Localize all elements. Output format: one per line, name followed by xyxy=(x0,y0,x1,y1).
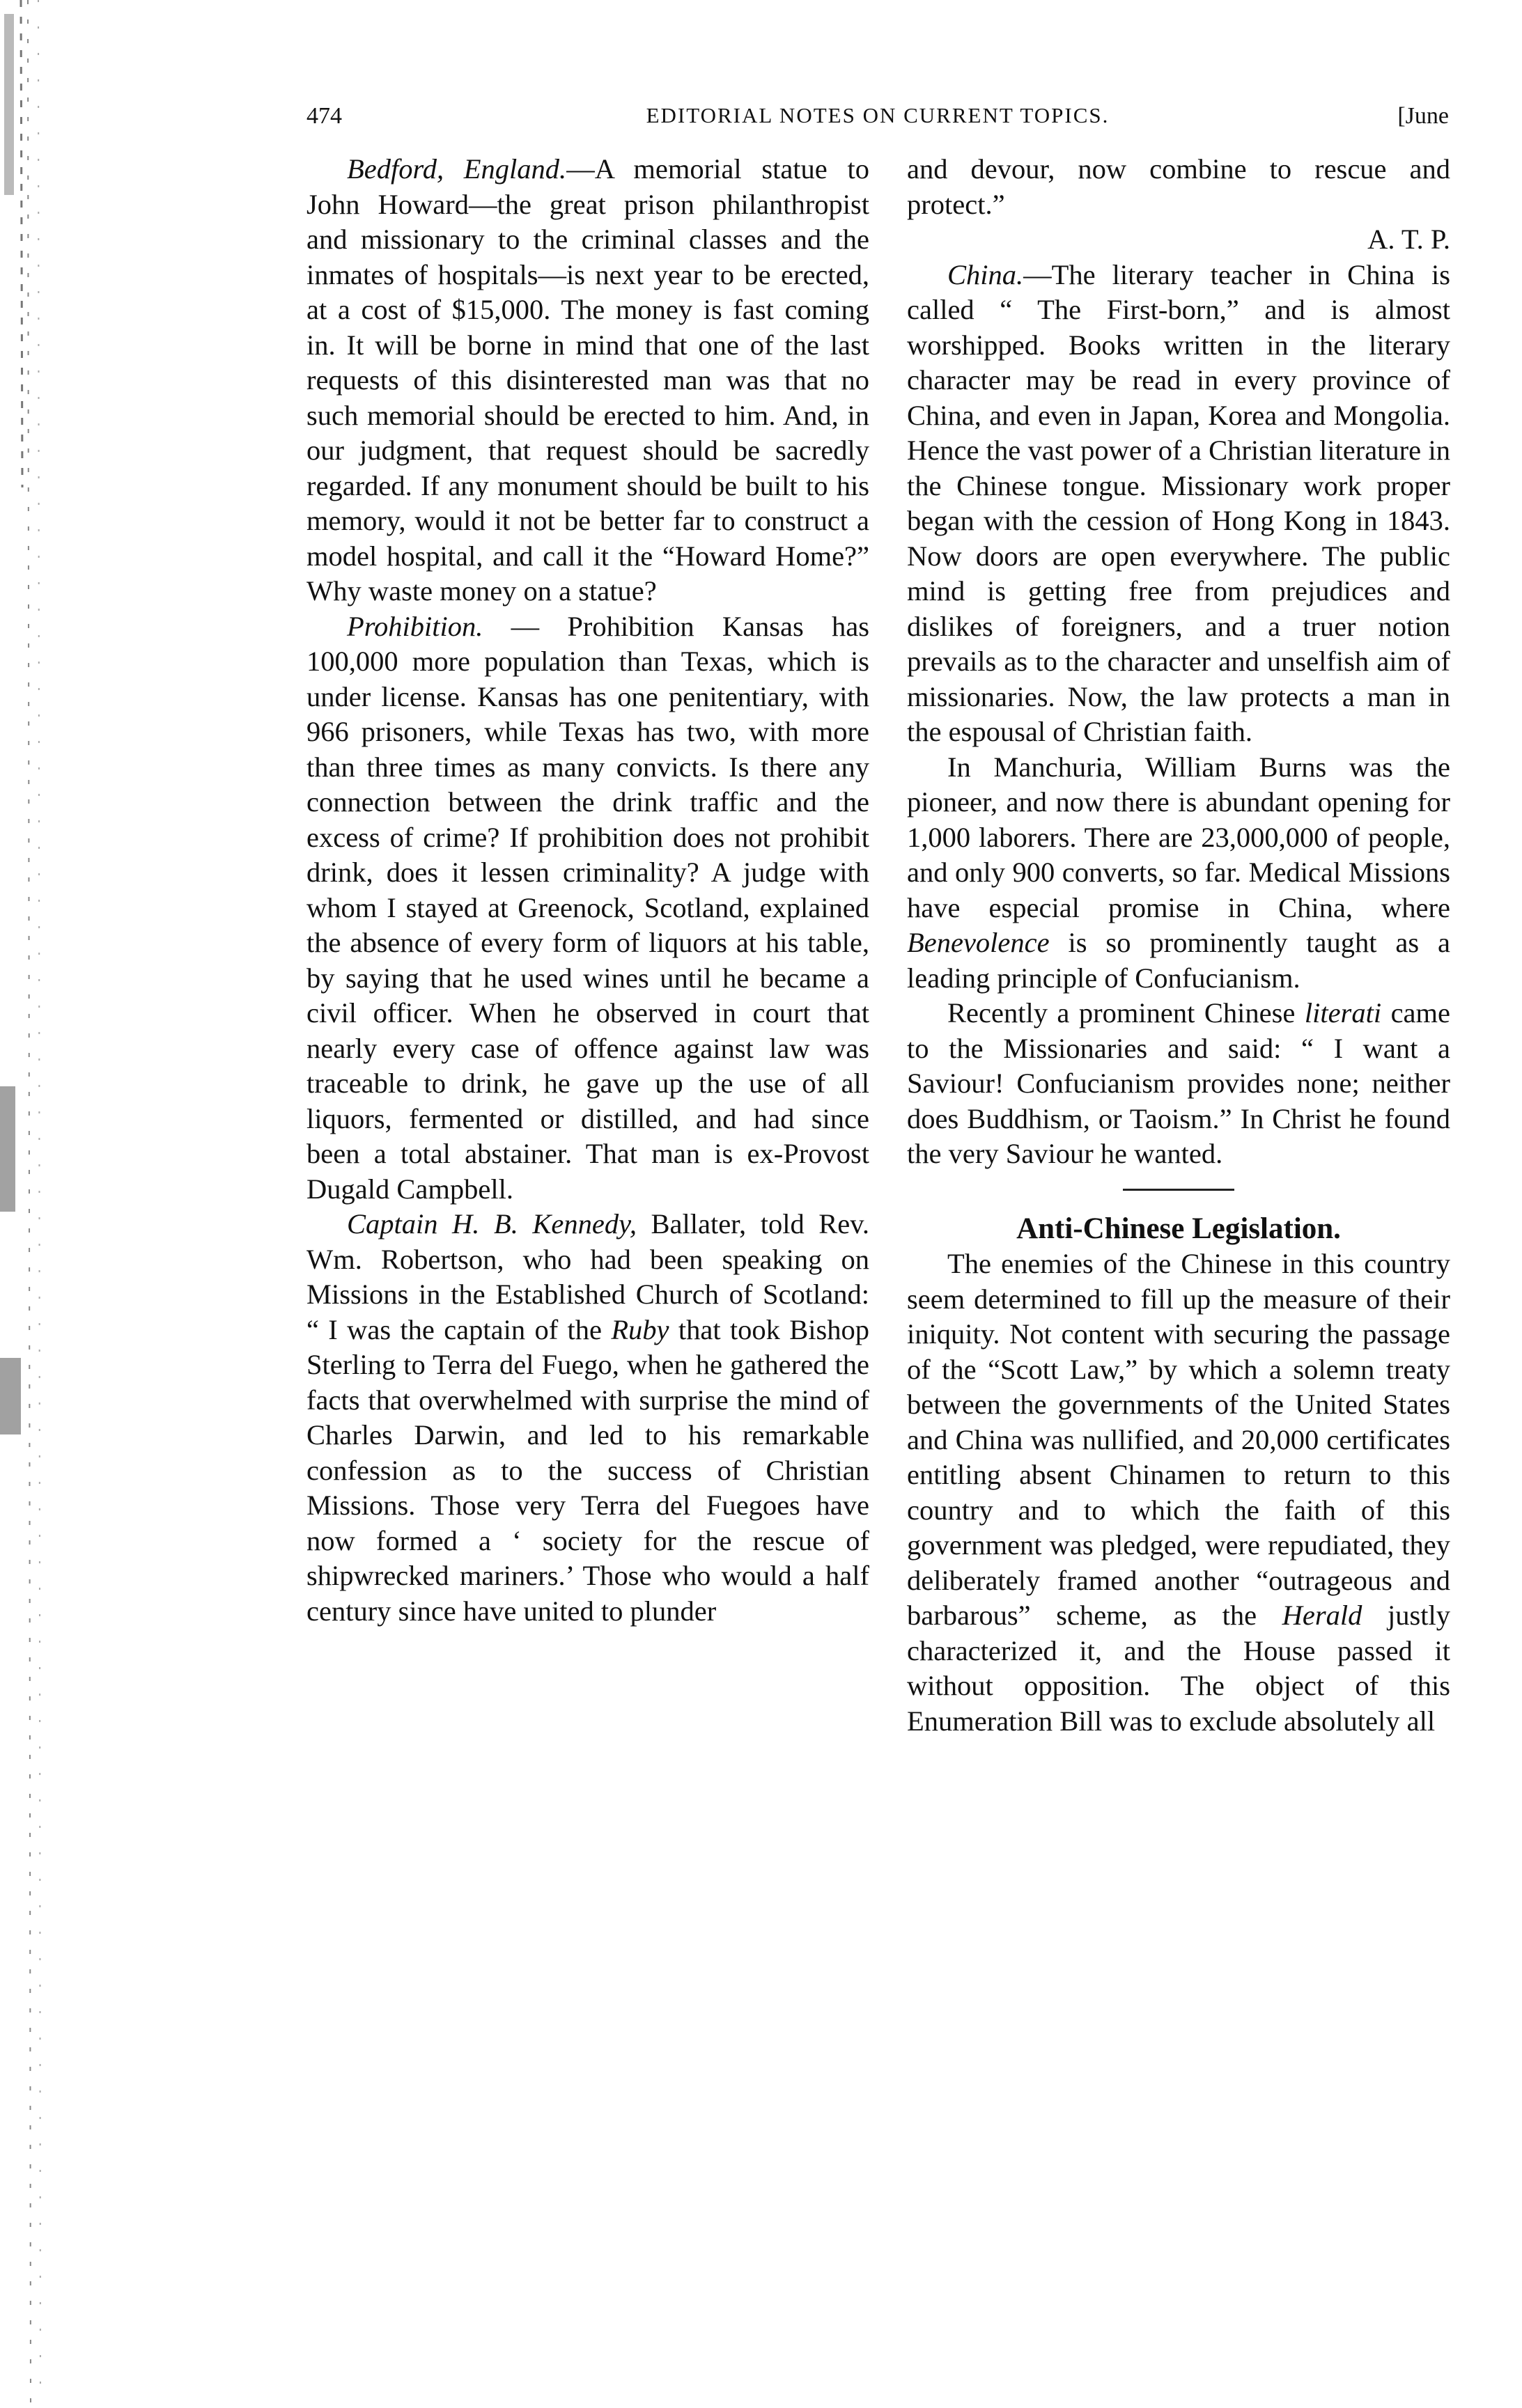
right-column xyxy=(907,152,1450,1739)
page-number: 474 xyxy=(306,103,342,129)
bedford-lead: Bedford, England. xyxy=(347,153,567,185)
manchuria-paragraph xyxy=(907,750,1450,996)
section-divider xyxy=(1123,1189,1234,1191)
manchuria-text-after: is so prominently taught as a leading principle of Confucianism. xyxy=(907,927,1450,994)
prohibition-text: — Prohibition Kansas has 100,000 more population than Texas, which is under license. Kansas has one penitentiary, with 966 prisoners, while Texas has two, with more than three times as many convicts. Is there any connection between the drink traffic and the excess of crime? If prohibition does not prohibit drink, does it lessen criminality? A judge with whom I stayed at Greenock, Scotland, explained the absence of every form of liquors at his table, by saying that he used wines until he became a civil officer. When he observed in court that nearly every case of offence against law was traceable to drink, he gave up the use of all liquors, fermented or distilled, and had since been a total abstainer. That man is ex-Provost Dugald Campbell. xyxy=(306,610,869,1205)
prohibition-paragraph xyxy=(306,609,869,1207)
china-lead: China. xyxy=(947,258,1024,290)
legislation-text-before: The enemies of the Chinese in this country seem determined to fill up the measure of their iniquity. Not content with securing the passage of the “Scott Law,” by which a solemn treaty between the governments of the United States and China was nullified, and 20,000 certificates entitling absent Chinamen to return to this country and to which the faith of this government was pledged, were repudiated, they deliberately framed another “outrageous and barbarous” scheme, as the xyxy=(907,1248,1450,1631)
literati-text-after: came to the Missionaries and said: “ I want a Saviour! Confucianism provides none; neither does Buddhism, or Taoism.” In Christ he found the very Saviour he wanted. xyxy=(907,997,1450,1169)
page-binding-edge xyxy=(0,0,63,2408)
bedford-text: —A memorial statue to John Howard—the great prison philanthropist and missionary to the criminal classes and the inmates of hospitals—is next year to be erected, at a cost of $15,000. The money is fast coming in. It will be borne in mind that one of the last requests of this disinterested man was that no such memorial should be erected to him. And, in our judgment, that request should be sacredly regarded. If any monument should be built to his memory, would it not be better far to construct a model hospital, and call it the “Howard Home?” Why waste money on a statue? xyxy=(306,153,869,607)
legislation-text-after: justly characterized it, and the House passed it without opposition. The object of this Enumeration Bill was to exclude absolutely all xyxy=(907,1600,1450,1737)
legislation-paragraph xyxy=(907,1246,1450,1739)
literati-emphasis: literati xyxy=(1304,997,1382,1029)
section-title: Anti-Chinese Legislation. xyxy=(1016,1212,1341,1245)
kennedy-continued: and devour, now combine to rescue and protect.” xyxy=(907,153,1450,220)
running-title: EDITORIAL NOTES ON CURRENT TOPICS. xyxy=(646,103,1110,127)
herald-emphasis: Herald xyxy=(1282,1600,1362,1631)
ship-name: Ruby xyxy=(611,1313,669,1345)
benevolence-emphasis: Benevolence xyxy=(907,927,1050,958)
bedford-paragraph xyxy=(306,152,869,609)
prohibition-lead: Prohibition. xyxy=(347,610,483,642)
manchuria-text-before: In Manchuria, William Burns was the pioneer, and now there is abundant opening for 1,000 laborers. There are 23,000,000 of people, and only 900 converts, so far. Medical Missions have especial promise in China, where xyxy=(907,751,1450,923)
kennedy-paragraph xyxy=(306,1207,869,1629)
page-header xyxy=(306,103,1449,145)
header-month: [June xyxy=(1397,103,1449,129)
literati-text-before: Recently a prominent Chinese xyxy=(947,997,1305,1029)
literati-paragraph xyxy=(907,996,1450,1172)
china-text: —The literary teacher in China is called “ The First-born,” and is almost worshipped. Books written in the literary character may be read in every province of China, and even in Japan, Korea and Mongolia. Hence the vast power of a Christian literature in the Chinese tongue. Missionary work proper began with the cession of Hong Kong in 1843. Now doors are open everywhere. The public mind is getting free from prejudices and dislikes of foreigners, and a truer notion prevails as to the character and unselfish aim of missionaries. Now, the law protects a man in the espousal of Christian faith. xyxy=(907,258,1450,747)
author-signature: A. T. P. xyxy=(1367,224,1450,255)
left-column xyxy=(306,152,869,1629)
kennedy-text-after: that took Bishop Sterling to Terra del Fuego, when he gathered the facts that overwhelmed with surprise the mind of Charles Darwin, and led to his remarkable confession as to the success of Christian Missions. Those very Terra del Fuegoes have now formed a ‘ society for the rescue of shipwrecked mariners.’ Those who would a half century since have united to plunder xyxy=(306,1313,869,1627)
kennedy-text-before: Ballater, told Rev. Wm. Robertson, who had been speaking on Missions in the Established Church of Scotland: “ I was the captain of the xyxy=(306,1208,869,1345)
china-paragraph xyxy=(907,258,1450,750)
kennedy-lead: Captain H. B. Kennedy, xyxy=(347,1208,637,1240)
